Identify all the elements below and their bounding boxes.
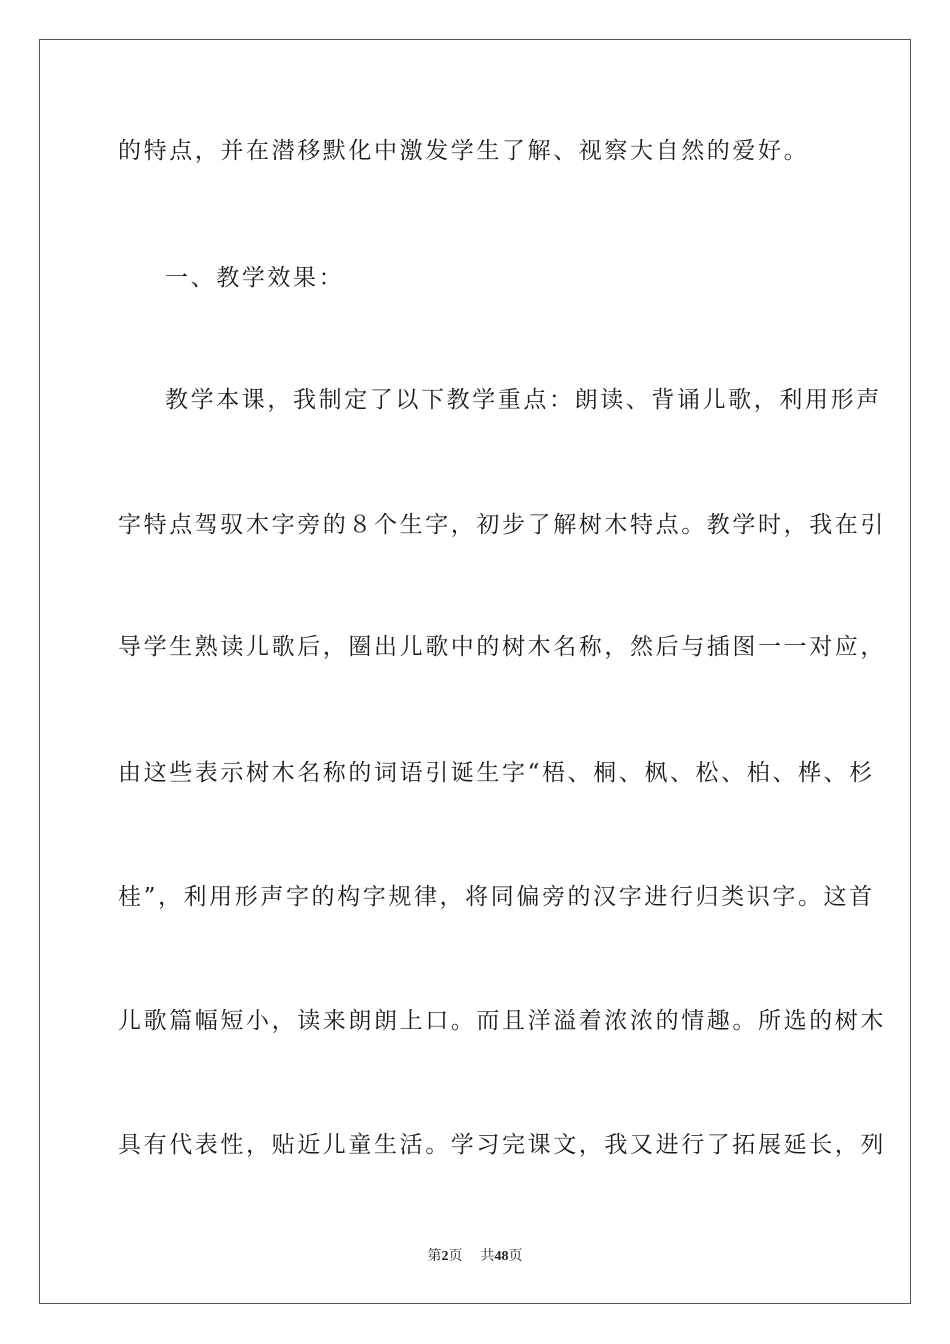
paragraph-line: 桂”，利用形声字的构字规律，将同偏旁的汉字进行归类识字。这首 xyxy=(118,884,875,910)
total-pages: 48 xyxy=(494,1249,509,1264)
paragraph-line: 教学本课，我制定了以下教学重点：朗读、背诵儿歌，利用形声 xyxy=(165,387,882,413)
paragraph-line: 导学生熟读儿歌后，圈出儿歌中的树木名称，然后与插图一一对应， xyxy=(118,634,886,660)
paragraph-line: 儿歌篇幅短小，读来朗朗上口。而且洋溢着浓浓的情趣。所选的树木 xyxy=(118,1008,886,1034)
page-border xyxy=(39,39,911,1304)
total-prefix: 共 xyxy=(480,1249,495,1264)
page-number: 2 xyxy=(441,1249,449,1264)
total-suffix: 页 xyxy=(508,1249,523,1264)
paragraph-line: 具有代表性，贴近儿童生活。学习完课文，我又进行了拓展延长，列 xyxy=(118,1132,886,1158)
page-suffix: 页 xyxy=(448,1249,463,1264)
paragraph-line: 由这些表示树木名称的词语引诞生字“梧、桐、枫、松、柏、桦、杉 xyxy=(118,760,875,786)
paragraph-line: 字特点驾驭木字旁的８个生字，初步了解树木特点。教学时，我在引 xyxy=(118,512,886,538)
page-footer xyxy=(0,1248,950,1266)
paragraph-line: 的特点，并在潜移默化中激发学生了解、视察大自然的爱好。 xyxy=(118,138,810,164)
page-prefix: 第 xyxy=(427,1249,442,1264)
section-heading: 一、教学效果： xyxy=(165,265,345,291)
